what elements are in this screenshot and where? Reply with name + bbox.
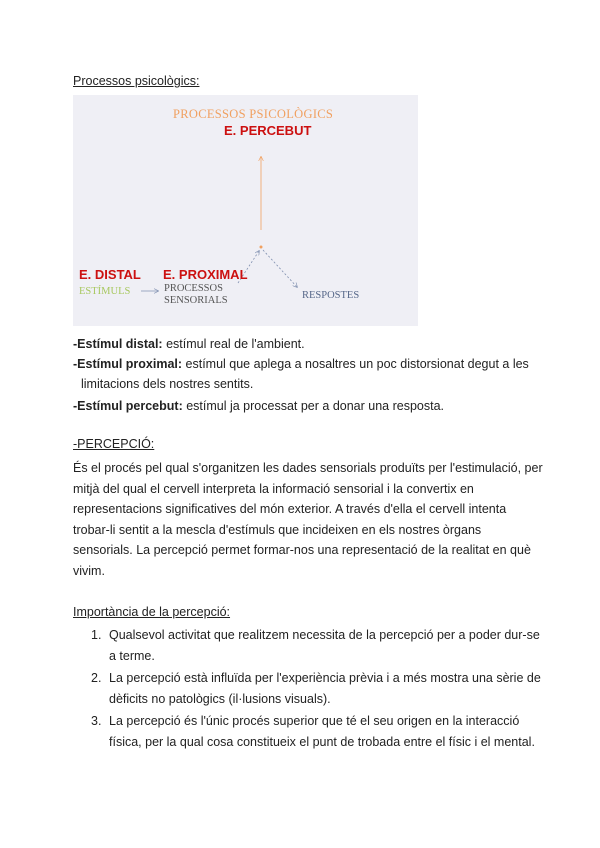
junction-dot [260, 246, 263, 249]
percepcio-paragraph: És el procés pel qual s'organitzen les dades sensorials produïts per l'estimulació, per mitjà del qual el cervell interpreta la informació sensorial i la convertix en representacions significatives del món exterior. A través d'ella el cervell intenta trobar-li sentit a la mescla d'estímuls que incideixen en els nostres òrgans sensorials. La percepció permet formar-nos una representació de la realitat en què vivim. [73, 461, 543, 578]
section-heading-percepcio: -PERCEPCIÓ: [73, 437, 155, 451]
definition-proximal: -Estímul proximal: estímul que aplega a nosaltres un poc distorsionat degut a les limitacions dels nostres sentits. [73, 357, 529, 391]
label-respostes: RESPOSTES [302, 290, 360, 301]
section-heading-importancia: Importància de la percepció: [73, 605, 231, 619]
definition-distal: -Estímul distal: estímul real de l'ambient. [73, 337, 305, 351]
label-processos-sensorials: PROCESSOS SENSORIALS [164, 283, 228, 306]
importance-list [73, 625, 543, 754]
label-estimuls: ESTÍMULS [79, 286, 131, 297]
label-percebut: E. PERCEBUT [224, 123, 312, 138]
diagram-title: PROCESSOS PSICOLÒGICS [173, 107, 334, 121]
label-proximal: E. PROXIMAL [163, 267, 248, 282]
label-distal: E. DISTAL [79, 267, 141, 282]
arrow-to-respostes [263, 250, 297, 287]
list-item: 3. La percepció és l'únic procés superior que té el seu origen en la interacció física, per la qual cosa constitueix el punt de trobada entre el físic i el mental. [91, 714, 535, 749]
definition-percebut: -Estímul percebut: estímul ja processat per a donar una resposta. [73, 399, 445, 413]
list-item: 2. La percepció està influïda per l'experiència prèvia i a més mostra una sèrie de dèficits no patològics (il·lusions visuals). [91, 671, 541, 706]
section-heading-processos: Processos psicològics: [73, 74, 200, 88]
list-item: 1. Qualsevol activitat que realitzem necessita de la percepció per a poder dur-se a terme. [91, 628, 540, 663]
diagram-figure [73, 95, 418, 326]
